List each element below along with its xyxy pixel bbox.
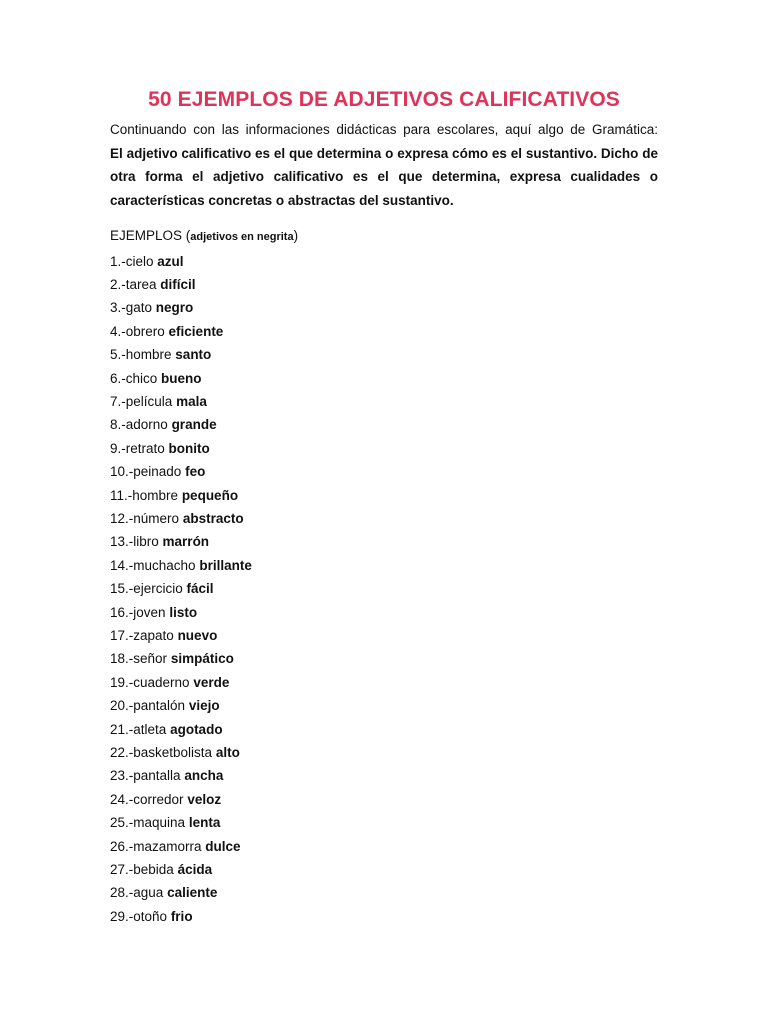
list-item <box>110 624 658 647</box>
example-adjective: bonito <box>168 440 210 456</box>
examples-label: EJEMPLOS <box>110 228 183 243</box>
example-adjective: dulce <box>205 838 241 854</box>
list-item <box>110 718 658 741</box>
example-noun: 9.-retrato <box>110 440 165 456</box>
example-adjective: agotado <box>170 721 223 737</box>
example-adjective: veloz <box>187 791 222 807</box>
example-noun: 24.-corredor <box>110 791 184 807</box>
list-item <box>110 390 658 413</box>
example-adjective: lenta <box>188 815 221 831</box>
example-adjective: viejo <box>188 698 220 714</box>
page-title: 50 EJEMPLOS DE ADJETIVOS CALIFICATIVOS <box>148 88 620 111</box>
list-item <box>110 484 658 507</box>
definition-text: El adjetivo calificativo es el que determina o expresa cómo es el sustantivo. Dicho de otra forma el adjetivo calificativo es el que determina, expresa cualidades o características concretas o abstractas del sustantivo. <box>110 145 658 208</box>
list-item <box>110 296 658 319</box>
example-noun: 7.-película <box>110 393 173 409</box>
example-adjective: ancha <box>184 768 224 784</box>
list-item <box>110 647 658 670</box>
example-adjective: simpático <box>170 651 234 667</box>
list-item <box>110 554 658 577</box>
list-item <box>110 413 658 436</box>
examples-note: adjetivos en negrita <box>190 231 294 243</box>
example-adjective: abstracto <box>182 510 244 526</box>
example-adjective: santo <box>175 347 212 363</box>
example-adjective: grande <box>171 417 217 433</box>
list-item <box>110 905 658 928</box>
example-adjective: eficiente <box>168 323 224 339</box>
list-item <box>110 460 658 483</box>
list-item <box>110 343 658 366</box>
example-noun: 21.-atleta <box>110 721 167 737</box>
example-noun: 12.-número <box>110 510 180 526</box>
example-noun: 25.-maquina <box>110 815 186 831</box>
example-adjective: azul <box>157 253 184 269</box>
example-adjective: brillante <box>199 557 252 573</box>
example-adjective: nuevo <box>177 628 218 643</box>
list-item <box>110 835 658 858</box>
example-noun: 20.-pantalón <box>110 698 186 714</box>
example-noun: 28.-agua <box>110 885 164 901</box>
example-noun: 4.-obrero <box>110 323 165 339</box>
example-adjective: listo <box>169 604 198 620</box>
list-item <box>110 811 658 834</box>
example-adjective: frio <box>170 908 193 924</box>
example-noun: 1.-cielo <box>110 253 154 269</box>
example-noun: 27.-bebida <box>110 862 174 878</box>
example-noun: 13.-libro <box>110 534 159 550</box>
example-noun: 10.-peinado <box>110 464 182 480</box>
example-adjective: marrón <box>162 534 210 550</box>
list-item <box>110 881 658 904</box>
list-item <box>110 530 658 553</box>
example-noun: 17.-zapato <box>110 628 174 643</box>
example-noun: 3.-gato <box>110 300 153 316</box>
example-adjective: bueno <box>161 370 202 386</box>
example-noun: 23.-pantalla <box>110 768 181 784</box>
list-item <box>110 577 658 600</box>
example-adjective: verde <box>193 674 230 690</box>
examples-list <box>110 250 658 929</box>
list-item <box>110 601 658 624</box>
example-noun: 18.-señor <box>110 651 168 667</box>
example-adjective: caliente <box>167 885 218 901</box>
list-item <box>110 367 658 390</box>
example-adjective: feo <box>185 464 206 480</box>
examples-heading: EJEMPLOS (adjetivos en negrita) <box>110 228 299 243</box>
list-item <box>110 764 658 787</box>
example-noun: 2.-tarea <box>110 276 157 292</box>
example-noun: 19.-cuaderno <box>110 674 190 690</box>
list-item <box>110 437 658 460</box>
list-item <box>110 788 658 811</box>
example-noun: 29.-otoño <box>110 908 168 924</box>
example-adjective: difícil <box>160 276 196 292</box>
example-noun: 15.-ejercicio <box>110 581 183 597</box>
example-adjective: ácida <box>177 862 213 878</box>
example-noun: 11.-hombre <box>110 487 179 503</box>
list-item <box>110 694 658 717</box>
example-adjective: pequeño <box>181 487 239 503</box>
example-adjective: mala <box>176 393 207 409</box>
list-item <box>110 250 658 273</box>
example-noun: 22.-basketbolista <box>110 745 213 761</box>
example-noun: 26.-mazamorra <box>110 838 202 854</box>
example-noun: 14.-muchacho <box>110 557 196 573</box>
list-item <box>110 858 658 881</box>
list-item <box>110 671 658 694</box>
example-noun: 8.-adorno <box>110 417 168 433</box>
list-item <box>110 273 658 296</box>
intro-text: Continuando con las informaciones didácticas para escolares, aquí algo de Gramática: <box>110 122 658 137</box>
list-item <box>110 741 658 764</box>
example-noun: 5.-hombre <box>110 347 172 363</box>
example-noun: 16.-joven <box>110 604 166 620</box>
list-item <box>110 320 658 343</box>
example-adjective: fácil <box>186 581 214 597</box>
example-noun: 6.-chico <box>110 370 158 386</box>
list-item <box>110 507 658 530</box>
intro-paragraph <box>110 118 658 212</box>
example-adjective: negro <box>155 300 194 316</box>
example-adjective: alto <box>215 745 240 761</box>
